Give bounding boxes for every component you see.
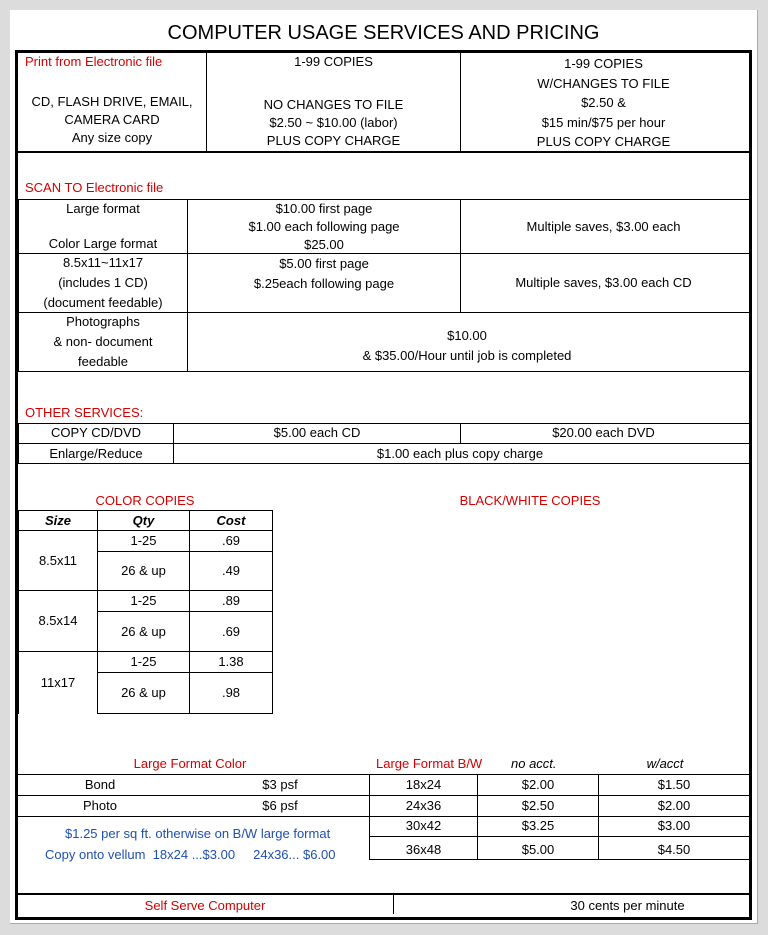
other-row2-price: $1.00 each plus copy charge [376,446,544,461]
scan-row1-label: Large format [66,201,140,216]
divider [18,795,749,796]
price-sheet [10,10,758,924]
col-size-header: Size [44,513,71,528]
scan-row2-price: $5.00 first page $.25each following page [253,256,395,291]
qty-cell: 1-25 [130,654,157,669]
divider [97,713,273,714]
lf-photo-label: Photo [83,798,117,813]
lf-bw-size: 18x24 [405,777,442,792]
lf-note-2: Copy onto vellum 18x24 ...$3.00 24x36... $6.00 [45,847,336,862]
scan-row2-label: 8.5x11~11x17 (includes 1 CD) (document feedable) [43,255,163,310]
cost-cell: .49 [221,563,241,578]
lf-bw-no-acct: $3.25 [521,818,555,833]
lf-bw-size: 24x36 [405,798,442,813]
scan-heading: SCAN TO Electronic file [25,180,164,195]
lf-bond-label: Bond [84,777,116,792]
lf-color-heading: Large Format Color [133,756,247,771]
other-row1-label: COPY CD/DVD [50,425,142,440]
size-8.5x14: 8.5x14 [38,613,78,628]
other-row1-dvd: $20.00 each DVD [552,425,655,440]
other-row1-cd: $5.00 each CD [273,425,361,440]
lf-bw-no-acct: $2.50 [521,798,555,813]
divider [18,774,749,775]
cost-cell: .69 [221,623,241,639]
lf-bw-size: 36x48 [405,842,442,857]
self-serve-label: Self Serve Computer [144,898,266,913]
divider [18,443,749,444]
qty-cell: 1-25 [130,593,157,608]
qty-cell: 26 & up [121,685,166,700]
qty-cell: 26 & up [121,563,166,578]
divider [272,510,273,714]
other-heading: OTHER SERVICES: [25,405,144,420]
print-col3: 1-99 COPIES W/CHANGES TO FILE $2.50 & $15 min/$75 per hour PLUS COPY CHARGE [536,56,671,149]
divider [369,859,749,860]
size-11x17: 11x17 [40,675,76,690]
lf-bw-w-acct: $1.50 [657,777,691,792]
cost-cell: .98 [221,685,241,700]
print-heading: Print from Electronic file [25,54,163,69]
cost-cell: 1.38 [218,654,244,669]
print-sources: CD, FLASH DRIVE, EMAIL, CAMERA CARD Any size copy [31,94,193,145]
scan-row1-label2: Color Large format [48,236,158,251]
lf-w-acct-header: w/acct [646,756,684,771]
scan-row3-price: $10.00 & $35.00/Hour until job is completed [362,328,572,363]
divider [18,423,749,424]
scan-row3-label: Photographs & non- document feedable [53,314,153,369]
divider [18,463,749,464]
qty-cell: 26 & up [121,623,166,639]
divider [18,893,749,895]
lf-no-acct-header: no acct. [511,756,557,771]
divider [369,836,749,837]
scan-row2-extra: Multiple saves, $3.00 each CD [515,275,692,290]
color-copies-heading: COLOR COPIES [95,493,195,508]
print-col2-body: NO CHANGES TO FILE $2.50 ~ $10.00 (labor) PLUS COPY CHARGE [263,97,404,148]
lf-bw-w-acct: $2.00 [657,798,691,813]
lf-bw-no-acct: $2.00 [521,777,555,792]
print-col2-header: 1-99 COPIES [294,54,373,69]
lf-bw-w-acct: $4.50 [657,842,691,857]
self-serve-price: 30 cents per minute [570,898,685,913]
divider [18,510,273,511]
divider [598,774,599,860]
qty-cell: 1-25 [130,533,157,548]
col-cost-header: Cost [216,513,246,528]
cost-cell: .89 [221,593,241,608]
lf-note-1: $1.25 per sq ft. otherwise on B/W large format [65,826,331,841]
lf-bw-w-acct: $3.00 [657,818,691,833]
other-row2-label: Enlarge/Reduce [49,446,143,461]
lf-bond-price: $3 psf [262,777,298,792]
color-copies-table [18,510,273,715]
scan-row1-extra: Multiple saves, $3.00 each [526,218,681,234]
page-title: COMPUTER USAGE SERVICES AND PRICING [167,22,600,44]
scan-row1-price: $10.00 first page $1.00 each following page $25.00 [248,200,400,252]
lf-bw-size: 30x42 [405,818,442,833]
cost-cell: .69 [221,533,241,548]
col-qty-header: Qty [132,513,155,528]
divider [393,894,394,914]
lf-bw-heading: Large Format B/W [376,756,483,771]
lf-photo-price: $6 psf [262,798,298,813]
size-8.5x11: 8.5x11 [38,552,78,568]
lf-bw-no-acct: $5.00 [521,842,555,857]
divider [18,816,749,817]
bw-copies-heading: BLACK/WHITE COPIES [459,493,601,508]
